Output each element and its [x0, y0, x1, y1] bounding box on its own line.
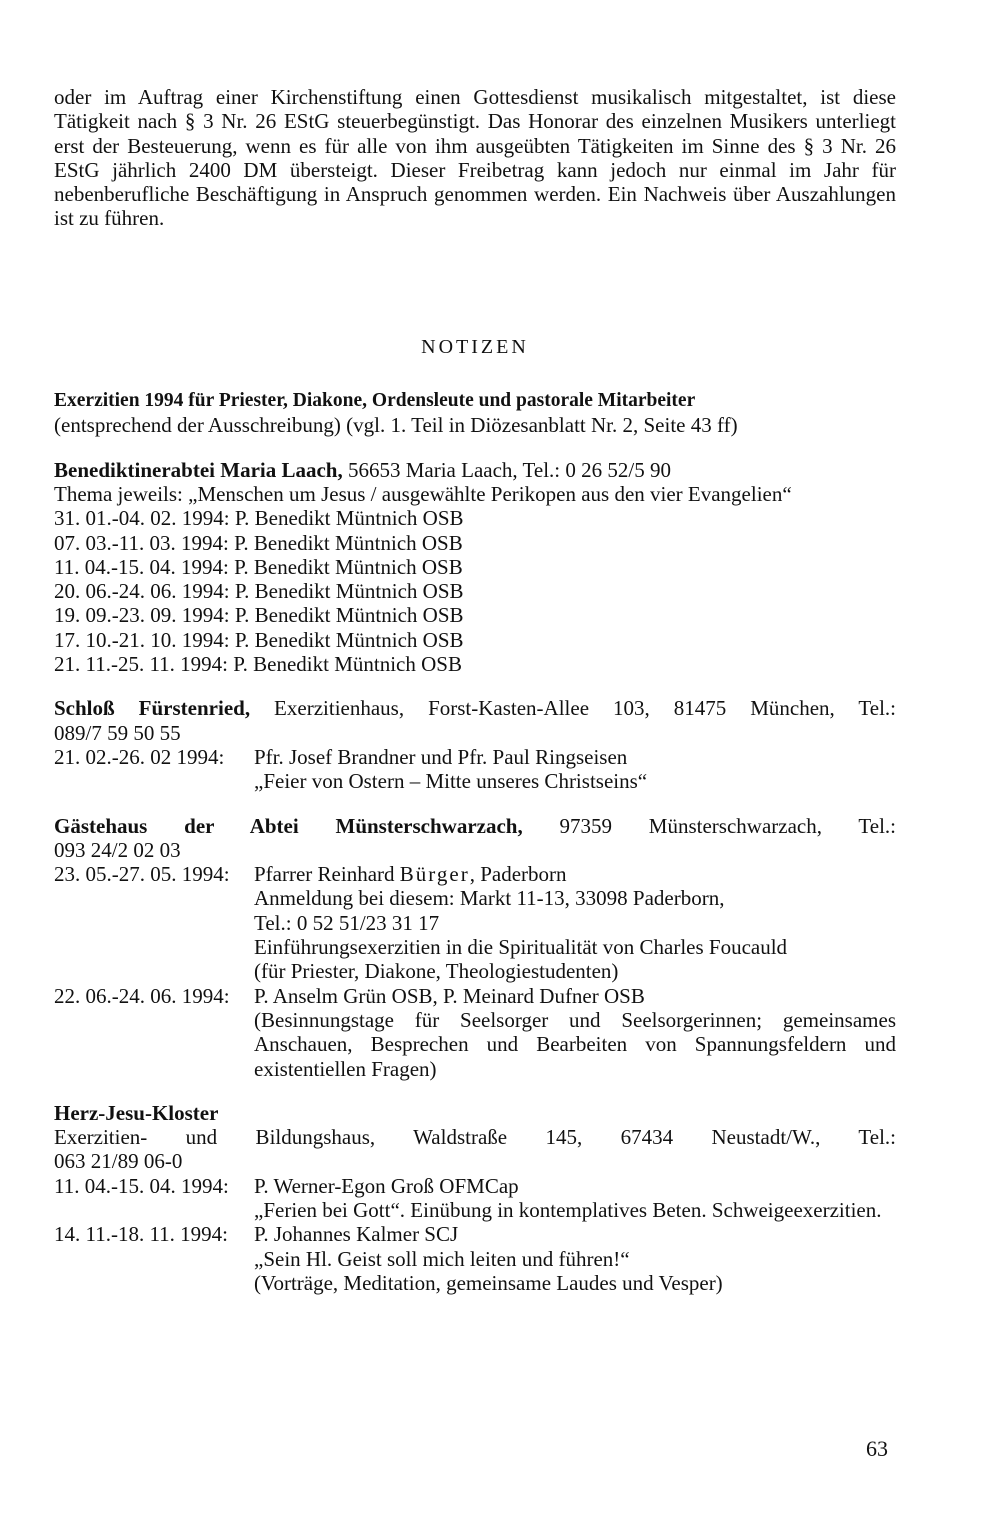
muensterschwarzach-block	[54, 814, 896, 1081]
date: 21. 02.-26. 02 1994:	[54, 744, 225, 769]
entry-line: (für Priester, Diakone, Theologiestudenten)	[254, 959, 619, 984]
page-number: 63	[866, 1436, 888, 1461]
maria-laach-thema: Thema jeweils: „Menschen um Jesus / ausgewählte Perikopen aus den vier Evangelien“	[54, 481, 792, 506]
date-row	[54, 531, 896, 555]
intro-paragraph: oder im Auftrag einer Kirchenstiftung einen Gottesdienst musikalisch mitgestaltet, ist diese Tätigkeit nach § 3 Nr. 26 EStG steuerbegünstigt. Das Honorar des einzelnen Musikers unterliegt erst der Besteuerung, wenn es für alle von ihm ausgeübten Tätigkeiten im Sinne des § 3 Nr. 26 EStG jährlich 2400 DM übersteigt. Dieser Freibetrag kann jedoch nur einmal im Jahr für nebenberufliche Beschäftigung in Anspruch genommen werden. Ein Nachweis über Auszahlungen ist zu führen.	[54, 85, 896, 231]
leader: P. Johannes Kalmer SCJ	[254, 1222, 459, 1247]
entry-details	[254, 1222, 896, 1295]
date-row	[54, 555, 896, 579]
maria-laach-header	[54, 458, 896, 482]
exerzitien-heading-block	[54, 389, 896, 438]
leader-suffix: , Paderborn	[469, 862, 567, 887]
leader: P. Anselm Grün OSB, P. Meinard Dufner OSB	[254, 983, 645, 1008]
fuerstenried-address: Exerzitienhaus, Forst-Kasten-Allee 103, 81475 München, Tel.:	[250, 696, 896, 721]
date: 19. 09.-23. 09. 1994:	[54, 603, 230, 628]
entry-details	[254, 862, 896, 983]
date-row	[54, 579, 896, 603]
herz-jesu-entry	[54, 1174, 896, 1223]
leader-name: Bürger	[399, 862, 470, 887]
date-row	[54, 603, 896, 627]
entry-title: „Feier von Ostern – Mitte unseres Christseins“	[254, 769, 648, 794]
leader	[254, 862, 896, 886]
date: 11. 04.-15. 04. 1994:	[54, 1173, 229, 1198]
herz-jesu-phone: 063 21/89 06-0	[54, 1149, 183, 1174]
date: 17. 10.-21. 10. 1994:	[54, 627, 230, 652]
muensterschwarzach-entry	[54, 984, 896, 1081]
herz-jesu-entry	[54, 1222, 896, 1295]
herz-jesu-address: Exerzitien- und Bildungshaus, Waldstraße 145, 67434 Neustadt/W., Tel.:	[54, 1125, 896, 1150]
fuerstenried-phone: 089/7 59 50 55	[54, 720, 181, 745]
leader: P. Benedikt Müntnich OSB	[234, 530, 463, 555]
maria-laach-address: 56653 Maria Laach, Tel.: 0 26 52/5 90	[342, 457, 671, 482]
exerzitien-heading: Exerzitien 1994 für Priester, Diakone, Ordensleute und pastorale Mitarbeiter	[54, 390, 696, 412]
herz-jesu-block	[54, 1101, 896, 1295]
entry-line: „Sein Hl. Geist soll mich leiten und führen!“	[254, 1246, 630, 1271]
leader: P. Benedikt Müntnich OSB	[233, 652, 462, 677]
date: 21. 11.-25. 11. 1994:	[54, 652, 229, 677]
entry-line: (Besinnungstage für Seelsorger und Seelsorgerinnen; gemeinsames Anschauen, Besprechen und Bearbeiten von Spannungsfeldern und existentiellen Fragen)	[254, 1007, 896, 1081]
date: 11. 04.-15. 04. 1994:	[54, 554, 229, 579]
leader: Pfr. Josef Brandner und Pfr. Paul Ringseisen	[254, 744, 628, 769]
date-row	[54, 652, 896, 676]
entry-details	[254, 1174, 896, 1223]
document-page	[54, 85, 896, 1315]
entry-line: Einführungsexerzitien in die Spiritualität von Charles Foucauld	[254, 935, 788, 960]
exerzitien-subheading: (entsprechend der Ausschreibung) (vgl. 1. Teil in Diözesanblatt Nr. 2, Seite 43 ff)	[54, 413, 738, 438]
date-row	[54, 628, 896, 652]
section-title: NOTIZEN	[421, 335, 529, 358]
muensterschwarzach-address: 97359 Münsterschwarzach, Tel.:	[522, 813, 896, 838]
herz-jesu-name: Herz-Jesu-Kloster	[54, 1100, 219, 1125]
muensterschwarzach-name: Gästehaus der Abtei Münsterschwarzach,	[54, 813, 523, 838]
entry-details	[254, 984, 896, 1081]
entry-line: (Vorträge, Meditation, gemeinsame Laudes und Vesper)	[254, 1270, 723, 1295]
date: 07. 03.-11. 03. 1994:	[54, 530, 229, 555]
leader-prefix: Pfarrer Reinhard	[254, 862, 400, 887]
entry-details	[254, 745, 896, 794]
entry-line: Tel.: 0 52 51/23 31 17	[254, 910, 440, 935]
entry-line: Anmeldung bei diesem: Markt 11-13, 33098 Paderborn,	[254, 886, 725, 911]
fuerstenried-block	[54, 696, 896, 793]
muensterschwarzach-header	[54, 814, 896, 838]
date: 23. 05.-27. 05. 1994:	[54, 862, 230, 887]
fuerstenried-entry	[54, 745, 896, 794]
date: 22. 06.-24. 06. 1994:	[54, 983, 230, 1008]
maria-laach-name: Benediktinerabtei Maria Laach,	[54, 457, 343, 482]
date: 31. 01.-04. 02. 1994:	[54, 506, 230, 531]
date-list	[54, 506, 896, 676]
date: 20. 06.-24. 06. 1994:	[54, 579, 230, 604]
leader: P. Benedikt Müntnich OSB	[234, 627, 464, 652]
date-row	[54, 506, 896, 530]
fuerstenried-name: Schloß Fürstenried,	[54, 696, 251, 721]
muensterschwarzach-entry	[54, 862, 896, 983]
leader: P. Benedikt Müntnich OSB	[234, 554, 463, 579]
leader: P. Werner-Egon Groß OFMCap	[254, 1173, 519, 1198]
leader: P. Benedikt Müntnich OSB	[234, 506, 464, 531]
date: 14. 11.-18. 11. 1994:	[54, 1222, 229, 1247]
fuerstenried-header	[54, 696, 896, 720]
muensterschwarzach-phone: 093 24/2 02 03	[54, 837, 181, 862]
maria-laach-block	[54, 458, 896, 677]
leader: P. Benedikt Müntnich OSB	[234, 579, 464, 604]
leader: P. Benedikt Müntnich OSB	[234, 603, 464, 628]
entry-line: „Ferien bei Gott“. Einübung in kontemplatives Beten. Schweigeexerzitien.	[254, 1197, 882, 1222]
